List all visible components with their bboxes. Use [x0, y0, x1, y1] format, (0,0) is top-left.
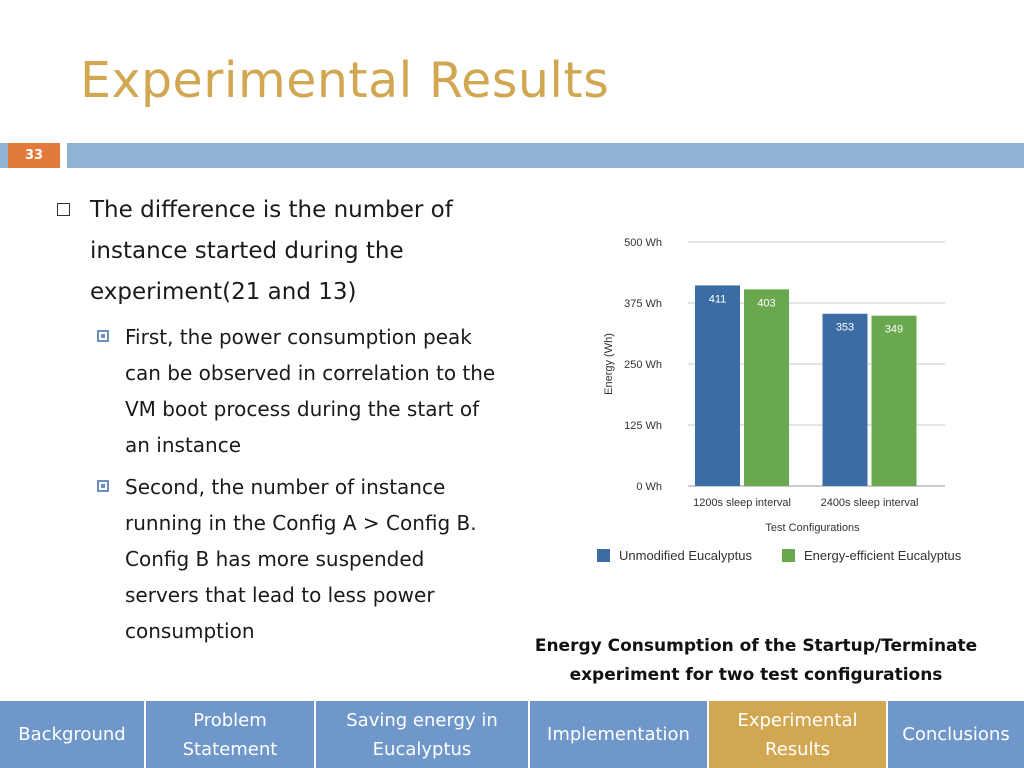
- energy-chart-svg: [585, 228, 995, 568]
- slide-title: Experimental Results: [80, 52, 610, 109]
- nav-conclusions[interactable]: Conclusions: [888, 699, 1024, 768]
- slide-number: 33: [8, 143, 60, 168]
- x-tick-label: 2400s sleep interval: [820, 497, 919, 509]
- nav-experimental-results[interactable]: Experimental Results: [709, 699, 888, 768]
- bar: [823, 314, 868, 486]
- section-nav-bar: [0, 699, 1024, 768]
- nav-implementation[interactable]: Implementation: [530, 699, 709, 768]
- bullet-sub-1-text: First, the power consumption peak can be observed in correlation to the VM boot process during the start of an instance: [125, 325, 496, 457]
- y-tick-label: 0 Wh: [636, 481, 662, 493]
- x-tick-label: 1200s sleep interval: [693, 497, 791, 509]
- nav-saving-energy[interactable]: Saving energy in Eucalyptus: [316, 699, 530, 768]
- x-axis-label: Test Configurations: [765, 522, 860, 534]
- bar: [744, 289, 789, 486]
- chart-caption-line-1: Energy Consumption of the Startup/Terminate: [534, 636, 978, 656]
- bar-value-label: 349: [884, 323, 904, 336]
- bullet-list: [55, 190, 500, 649]
- y-tick-label: 375 Wh: [624, 298, 662, 310]
- bar: [695, 285, 740, 486]
- y-axis-label: Energy (Wh): [603, 333, 615, 395]
- bullet-sub-2-text: Second, the number of instance running in the Config A > Config B. Config B has more suspended servers that lead to less power consumption: [125, 475, 477, 643]
- legend-label: Unmodified Eucalyptus: [619, 548, 752, 563]
- bullet-main-text: The difference is the number of instance started during the experiment(21 and 13): [90, 197, 453, 305]
- bullet-sub-1: [90, 319, 500, 463]
- legend-swatch: [597, 549, 610, 562]
- chart-caption: [506, 632, 1006, 690]
- y-tick-label: 250 Wh: [624, 359, 662, 371]
- bar-value-label: 411: [708, 293, 727, 306]
- header-rule: [67, 143, 1024, 168]
- square-bullet-icon: [97, 480, 109, 492]
- bullet-main: [55, 190, 500, 313]
- bar-value-label: 403: [757, 297, 776, 310]
- energy-chart: [585, 228, 995, 568]
- legend-swatch: [782, 549, 795, 562]
- y-tick-label: 125 Wh: [624, 420, 662, 432]
- y-tick-label: 500 Wh: [624, 237, 662, 249]
- legend-label: Energy-efficient Eucalyptus: [804, 548, 962, 563]
- bar-value-label: 353: [835, 321, 855, 334]
- nav-problem-statement[interactable]: Problem Statement: [146, 699, 316, 768]
- square-bullet-icon: [57, 203, 70, 216]
- chart-caption-line-2: experiment for two test configurations: [569, 665, 943, 685]
- square-bullet-icon: [97, 330, 109, 342]
- bullet-sub-2: [90, 469, 500, 649]
- header-rule-left: [0, 143, 8, 168]
- nav-background[interactable]: Background: [0, 699, 146, 768]
- bar: [872, 316, 917, 486]
